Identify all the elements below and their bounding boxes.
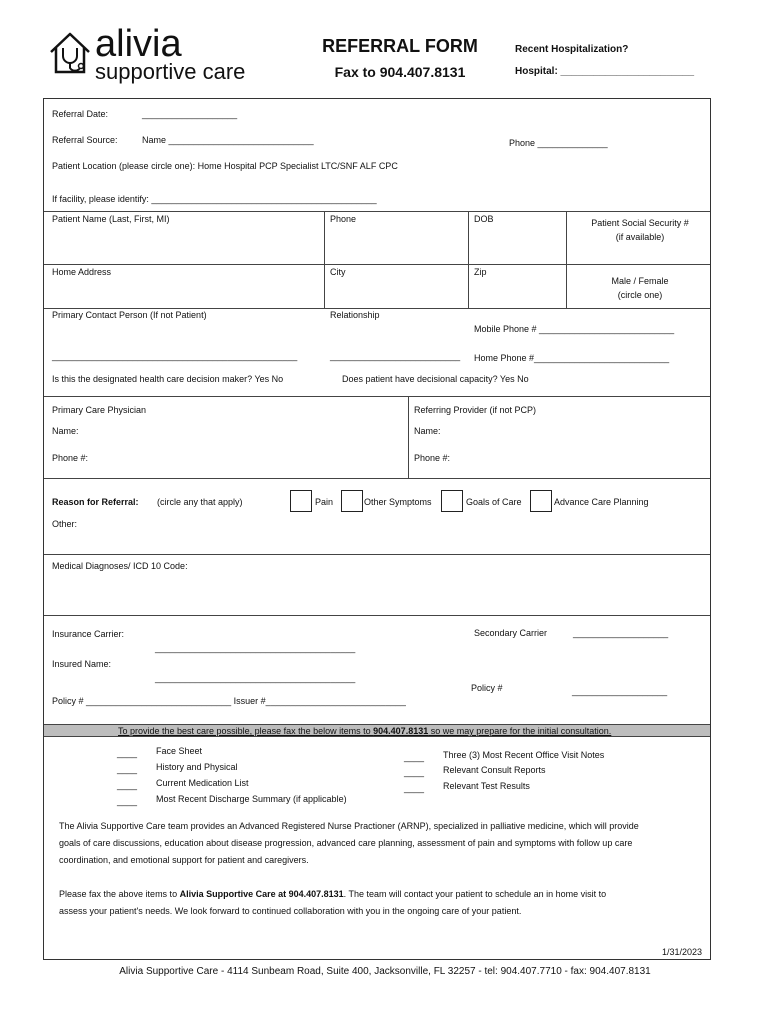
- insurance-carrier-field[interactable]: ________________________________________: [155, 643, 356, 653]
- closing-line: [59, 886, 689, 903]
- goals-of-care-checkbox[interactable]: [441, 490, 463, 512]
- form-title: REFERRAL FORM: [322, 36, 478, 56]
- insured-name-label: Insured Name:: [52, 659, 112, 669]
- fax-number: Fax to 904.407.8131: [334, 64, 466, 80]
- house-stethoscope-icon: [47, 28, 93, 82]
- secondary-carrier-field[interactable]: ___________________: [573, 628, 669, 638]
- about-line: coordination, and emotional support for patient and caregivers.: [59, 855, 309, 865]
- facility-field[interactable]: If facility, please identify: _____________________________________________: [52, 194, 377, 204]
- referral-name-field[interactable]: Name _____________________________: [142, 135, 314, 145]
- sex-options: Male / Female: [611, 276, 669, 286]
- item-blank[interactable]: ____: [117, 748, 138, 758]
- about-line: The Alivia Supportive Care team provides an Advanced Registered Nurse Practioner (ARNP), specialized in palliative medicine, which will provide: [59, 821, 639, 831]
- list-item: History and Physical: [156, 762, 238, 772]
- secondary-policy-field[interactable]: ___________________: [572, 686, 668, 696]
- referral-source-label: Referral Source:: [52, 135, 118, 145]
- advance-care-option: Advance Care Planning: [554, 497, 649, 507]
- diagnoses-field[interactable]: Medical Diagnoses/ ICD 10 Code:: [52, 561, 188, 571]
- dob-label[interactable]: DOB: [474, 214, 494, 224]
- page-footer: Alivia Supportive Care - 4114 Sunbeam Road, Suite 400, Jacksonville, FL 32257 - tel: 904.407.7710 - fax: 904.407.8131: [119, 966, 651, 977]
- divider: [44, 478, 710, 479]
- divider: [566, 211, 567, 308]
- home-address-label[interactable]: Home Address: [52, 267, 112, 277]
- insured-name-field[interactable]: ________________________________________: [155, 673, 356, 683]
- closing-pre: Please fax the above items to: [59, 889, 180, 899]
- insurance-carrier-label: Insurance Carrier:: [52, 629, 125, 639]
- zip-label[interactable]: Zip: [474, 267, 487, 277]
- item-blank[interactable]: ____: [404, 783, 425, 793]
- ssn-subtitle: (if available): [615, 232, 665, 242]
- divider: [44, 396, 710, 397]
- policy-issuer-field[interactable]: Policy # _____________________________ Issuer #____________________________: [52, 696, 406, 706]
- secondary-policy-label: Policy #: [471, 683, 503, 693]
- sex-field[interactable]: [570, 274, 710, 302]
- list-item: Relevant Test Results: [443, 781, 530, 791]
- patient-phone-label[interactable]: Phone: [330, 214, 357, 224]
- page-header: [0, 0, 770, 98]
- referral-phone-field[interactable]: Phone ______________: [509, 138, 608, 148]
- recent-hospitalization-label: Recent Hospitalization?: [515, 44, 629, 55]
- patient-name-label[interactable]: Patient Name (Last, First, MI): [52, 214, 170, 224]
- pain-checkbox[interactable]: [290, 490, 312, 512]
- banner-number: 904.407.8131: [373, 726, 429, 736]
- pain-option: Pain: [315, 497, 334, 507]
- divider: [44, 615, 710, 616]
- about-paragraph: [59, 818, 689, 869]
- banner-post: so we may prepare for the initial consultation.: [428, 726, 612, 736]
- divider: [44, 554, 710, 555]
- home-phone-field[interactable]: Home Phone #___________________________: [474, 353, 670, 363]
- item-blank[interactable]: ____: [117, 780, 138, 790]
- banner-pre: To provide the best care possible, please fax the below items to: [118, 726, 374, 736]
- goals-of-care-option: Goals of Care: [466, 497, 522, 507]
- mobile-phone-field[interactable]: Mobile Phone # ___________________________: [474, 324, 675, 334]
- logo-name: alivia: [95, 23, 182, 65]
- item-blank[interactable]: ____: [117, 796, 138, 806]
- ssn-label[interactable]: [570, 216, 710, 244]
- item-blank[interactable]: ____: [117, 764, 138, 774]
- closing-post: . The team will contact your patient to schedule an in home visit to: [343, 889, 607, 899]
- hospital-field[interactable]: Hospital: ________________________: [515, 66, 695, 77]
- closing-line: assess your patient's needs. We look forward to continued collaboration with you in the ongoing care of your patient.: [59, 906, 522, 916]
- secondary-carrier-label: Secondary Carrier: [474, 628, 548, 638]
- other-symptoms-option: Other Symptoms: [364, 497, 432, 507]
- referral-form: [43, 98, 711, 960]
- divider: [44, 308, 710, 309]
- sex-hint: (circle one): [617, 290, 663, 300]
- referring-provider-label: Referring Provider (if not PCP): [414, 405, 537, 415]
- list-item: Current Medication List: [156, 778, 249, 788]
- divider: [408, 396, 409, 478]
- about-line: goals of care discussions, education about disease progression, advanced care planning, assessment of pain and symptoms with follow up care: [59, 838, 633, 848]
- referral-date-label: Referral Date:: [52, 109, 109, 119]
- closing-paragraph: [59, 886, 689, 920]
- fax-instructions-banner: [44, 724, 710, 737]
- divider: [44, 264, 710, 265]
- city-label[interactable]: City: [330, 267, 346, 277]
- advance-care-checkbox[interactable]: [530, 490, 552, 512]
- pcp-phone-field[interactable]: Phone #:: [52, 453, 89, 463]
- pcp-label: Primary Care Physician: [52, 405, 147, 415]
- list-item: Relevant Consult Reports: [443, 765, 546, 775]
- capacity-question[interactable]: Does patient have decisional capacity? Yes No: [342, 374, 529, 384]
- list-item: Face Sheet: [156, 746, 203, 756]
- divider: [44, 211, 710, 212]
- ssn-title: Patient Social Security #: [591, 218, 689, 228]
- logo-tagline: supportive care: [95, 59, 246, 84]
- patient-location-options[interactable]: Patient Location (please circle one): Home Hospital PCP Specialist LTC/SNF ALF CPC: [52, 161, 398, 171]
- item-blank[interactable]: ____: [404, 752, 425, 762]
- other-symptoms-checkbox[interactable]: [341, 490, 363, 512]
- closing-bold: Alivia Supportive Care at 904.407.8131: [179, 889, 344, 899]
- referral-date-field[interactable]: ___________________: [142, 109, 238, 119]
- list-item: Most Recent Discharge Summary (if applicable): [156, 794, 347, 804]
- reason-hint: (circle any that apply): [157, 497, 243, 507]
- divider: [324, 211, 325, 308]
- primary-contact-label: Primary Contact Person (If not Patient): [52, 310, 207, 320]
- ref-phone-field[interactable]: Phone #:: [414, 453, 451, 463]
- contact-name-field[interactable]: _________________________________________________: [52, 351, 298, 361]
- ref-name-field[interactable]: Name:: [414, 426, 441, 436]
- divider: [468, 211, 469, 308]
- list-item: Three (3) Most Recent Office Visit Notes: [443, 750, 605, 760]
- form-date-code: 1/31/2023: [661, 947, 702, 957]
- other-reason-field[interactable]: Other:: [52, 519, 78, 529]
- item-blank[interactable]: ____: [404, 767, 425, 777]
- relationship-field[interactable]: __________________________: [330, 351, 461, 361]
- banner-text: [118, 726, 611, 736]
- relationship-label: Relationship: [330, 310, 380, 320]
- reason-label: Reason for Referral:: [52, 497, 139, 507]
- pcp-name-field[interactable]: Name:: [52, 426, 79, 436]
- alivia-logo: [47, 23, 277, 88]
- decision-maker-question[interactable]: Is this the designated health care decision maker? Yes No: [52, 374, 284, 384]
